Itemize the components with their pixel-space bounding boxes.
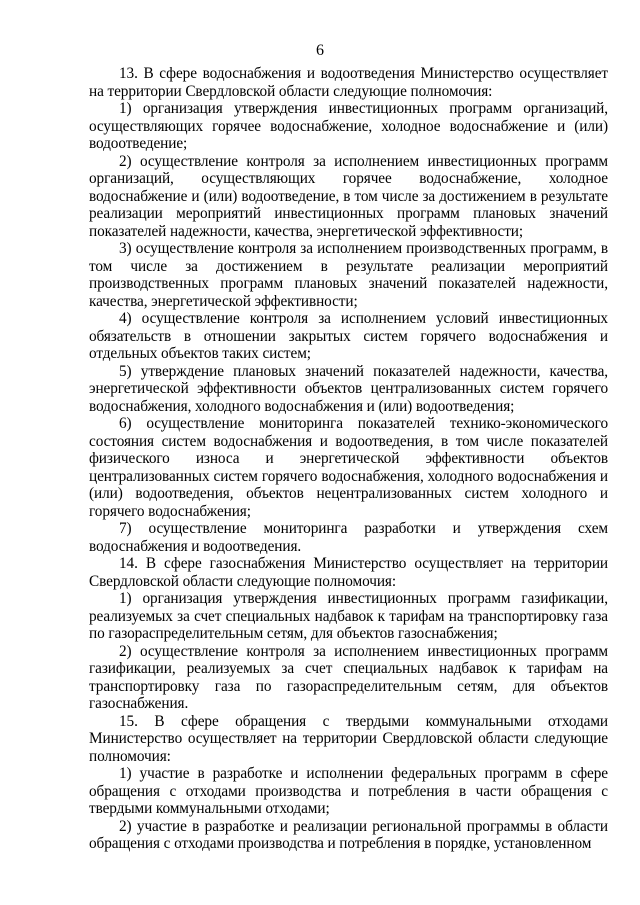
- paragraph-13-item-7: 7) осуществление мониторинга разработки и утверждения схем водоснабжения и водоотведения.: [89, 520, 608, 555]
- document-body: [89, 65, 608, 853]
- paragraph-14-heading: 14. В сфере газоснабжения Министерство осуществляет на территории Свердловской области следующие полномочия:: [89, 555, 608, 590]
- paragraph-15-heading: 15. В сфере обращения с твердыми коммунальными отходами Министерство осуществляет на территории Свердловской области следующие полномочия:: [89, 712, 608, 765]
- paragraph-13-item-2: 2) осуществление контроля за исполнением инвестиционных программ организаций, осуществляющих горячее водоснабжение, холодное водоснабжение и (или) водоотведение, в том числе за достижением в результате реализации мероприятий инвестиционных программ плановых значений показателей надежности, качества, энергетической эффективности;: [89, 152, 608, 240]
- paragraph-13-item-6: 6) осуществление мониторинга показателей технико-экономического состояния систем водоснабжения и водоотведения, в том числе показателей физического износа и энергетической эффективности объектов централизованных систем горячего водоснабжения, холодного водоснабжения и (или) водоотведения, объектов нецентрализованных систем холодного и горячего водоснабжения;: [89, 415, 608, 520]
- paragraph-13-heading: 13. В сфере водоснабжения и водоотведения Министерство осуществляет на территории Свердловской области следующие полномочия:: [89, 65, 608, 100]
- paragraph-14-item-1: 1) организация утверждения инвестиционных программ газификации, реализуемых за счет специальных надбавок к тарифам на транспортировку газа по газораспределительным сетям, для объектов газоснабжения;: [89, 590, 608, 642]
- page-number: 6: [316, 42, 324, 59]
- paragraph-13-item-4: 4) осуществление контроля за исполнением условий инвестиционных обязательств в отношении закрытых систем горячего водоснабжения и отдельных объектов таких систем;: [89, 310, 608, 362]
- paragraph-15-item-1: 1) участие в разработке и исполнении федеральных программ в сфере обращения с отходами производства и потребления в части обращения с твердыми коммунальными отходами;: [89, 765, 608, 817]
- paragraph-15-item-2: 2) участие в разработке и реализации региональной программы в области обращения с отходами производства и потребления в порядке, установленном: [89, 817, 608, 852]
- paragraph-14-item-2: 2) осуществление контроля за исполнением инвестиционных программ газификации, реализуемых за счет специальных надбавок к тарифам на транспортировку газа по газораспределительным сетям, для объектов газоснабжения.: [89, 642, 608, 712]
- paragraph-13-item-1: 1) организация утверждения инвестиционных программ организаций, осуществляющих горячее водоснабжение, холодное водоснабжение и (или) водоотведение;: [89, 100, 608, 152]
- paragraph-13-item-5: 5) утверждение плановых значений показателей надежности, качества, энергетической эффективности объектов централизованных систем горячего водоснабжения, холодного водоснабжения и (или) водоотведения;: [89, 362, 608, 415]
- paragraph-13-item-3: 3) осуществление контроля за исполнением производственных программ, в том числе за достижением в результате реализации мероприятий производственных программ плановых значений показателей надежности, качества, энергетической эффективности;: [89, 240, 608, 310]
